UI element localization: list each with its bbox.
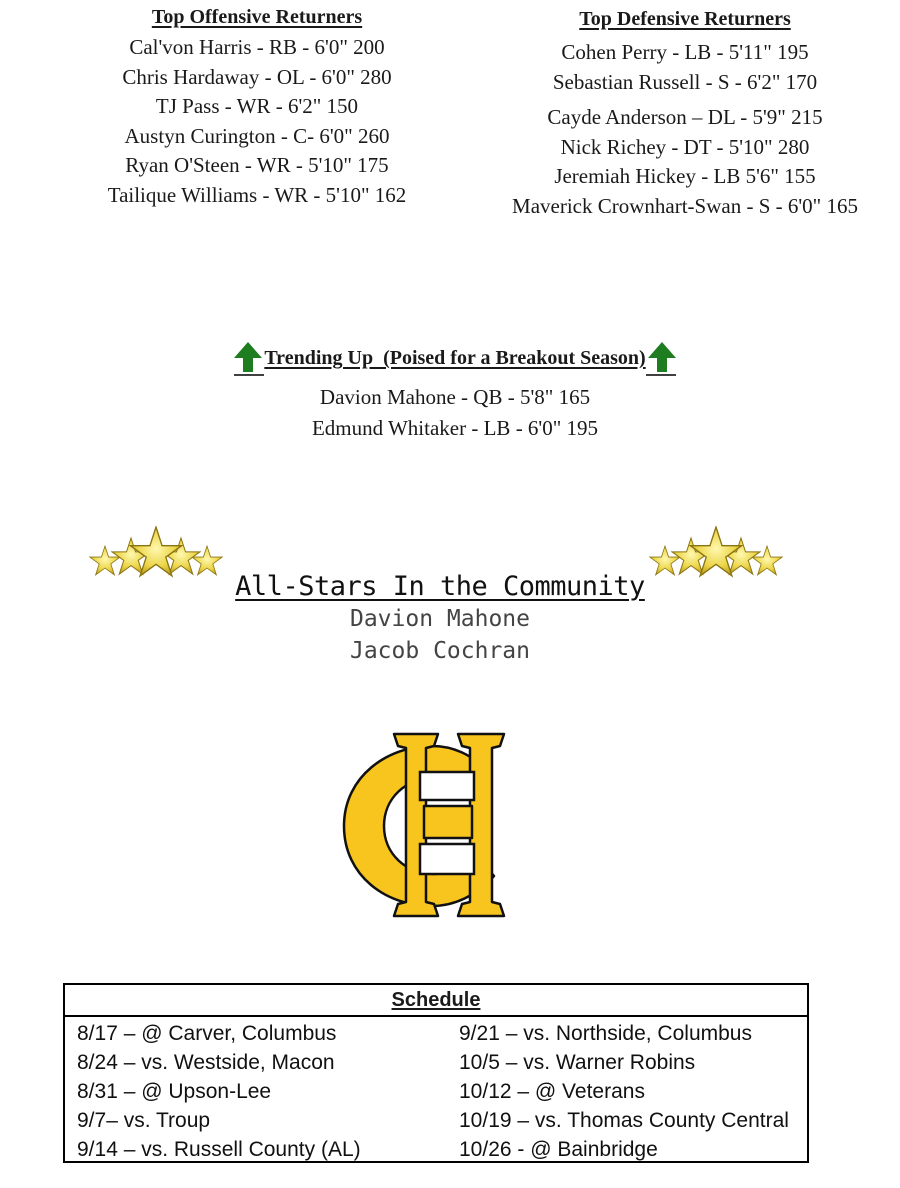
schedule-heading: Schedule — [391, 989, 481, 1011]
trending-up-heading: Trending Up (Poised for a Breakout Season) — [264, 347, 646, 369]
trending-player: Davion Mahone - QB - 5'8" 165 — [319, 385, 591, 409]
schedule-game: 9/21 – vs. Northside, Columbus — [459, 1022, 752, 1045]
schedule-game: 10/19 – vs. Thomas County Central — [459, 1109, 789, 1132]
defense-player: Cohen Perry - LB - 5'11" 195 — [561, 40, 809, 64]
community-name: Davion Mahone — [349, 606, 530, 632]
offense-player: Austyn Curington - C- 6'0" 260 — [124, 123, 390, 148]
trending-up-header — [150, 340, 760, 376]
trending-up-section — [150, 340, 760, 444]
schedule-game: 10/26 - @ Bainbridge — [459, 1138, 658, 1161]
offense-player: Cal'von Harris - RB - 6'0" 200 — [129, 35, 385, 59]
offense-player: Ryan O'Steen - WR - 5'10" 175 — [125, 153, 389, 178]
defensive-returners-section — [480, 6, 890, 222]
schedule-game: 8/31 – @ Upson-Lee — [77, 1080, 272, 1103]
schedule-game: 8/24 – vs. Westside, Macon — [77, 1051, 335, 1074]
offense-player: Chris Hardaway - OL - 6'0" 280 — [122, 64, 392, 89]
offensive-returners-heading: Top Offensive Returners — [151, 6, 363, 28]
schedule-game: 10/12 – @ Veterans — [459, 1080, 645, 1103]
community-all-stars-section — [85, 520, 795, 670]
defense-player: Maverick Crownhart-Swan - S - 6'0" 165 — [512, 193, 858, 218]
offensive-returners-section — [82, 4, 432, 211]
trending-player: Edmund Whitaker - LB - 6'0" 195 — [311, 416, 599, 440]
defense-player: Jeremiah Hickey - LB 5'6" 155 — [554, 164, 816, 189]
up-arrow-icon — [232, 340, 264, 376]
schedule-game: 9/14 – vs. Russell County (AL) — [77, 1138, 361, 1161]
schedule-game: 8/17 – @ Carver, Columbus — [77, 1022, 337, 1045]
defense-player: Nick Richey - DT - 5'10" 280 — [560, 134, 810, 159]
hc-monogram-logo — [338, 730, 530, 918]
schedule-game: 10/5 – vs. Warner Robins — [459, 1051, 696, 1074]
defense-player: Cayde Anderson – DL - 5'9" 215 — [547, 105, 823, 130]
schedule-games — [65, 1017, 807, 1164]
defensive-returners-heading: Top Defensive Returners — [579, 8, 791, 30]
offense-player: Tailique Williams - WR - 5'10" 162 — [107, 182, 407, 207]
schedule-game: 9/7– vs. Troup — [77, 1109, 211, 1132]
schedule-table — [63, 983, 809, 1163]
up-arrow-icon — [646, 340, 678, 376]
community-heading: All-Stars In the Community — [235, 571, 645, 602]
community-name: Jacob Cochran — [349, 638, 530, 664]
defense-player: Sebastian Russell - S - 6'2" 170 — [552, 69, 818, 94]
offense-player: TJ Pass - WR - 6'2" 150 — [155, 94, 359, 119]
schedule-header — [65, 985, 807, 1017]
